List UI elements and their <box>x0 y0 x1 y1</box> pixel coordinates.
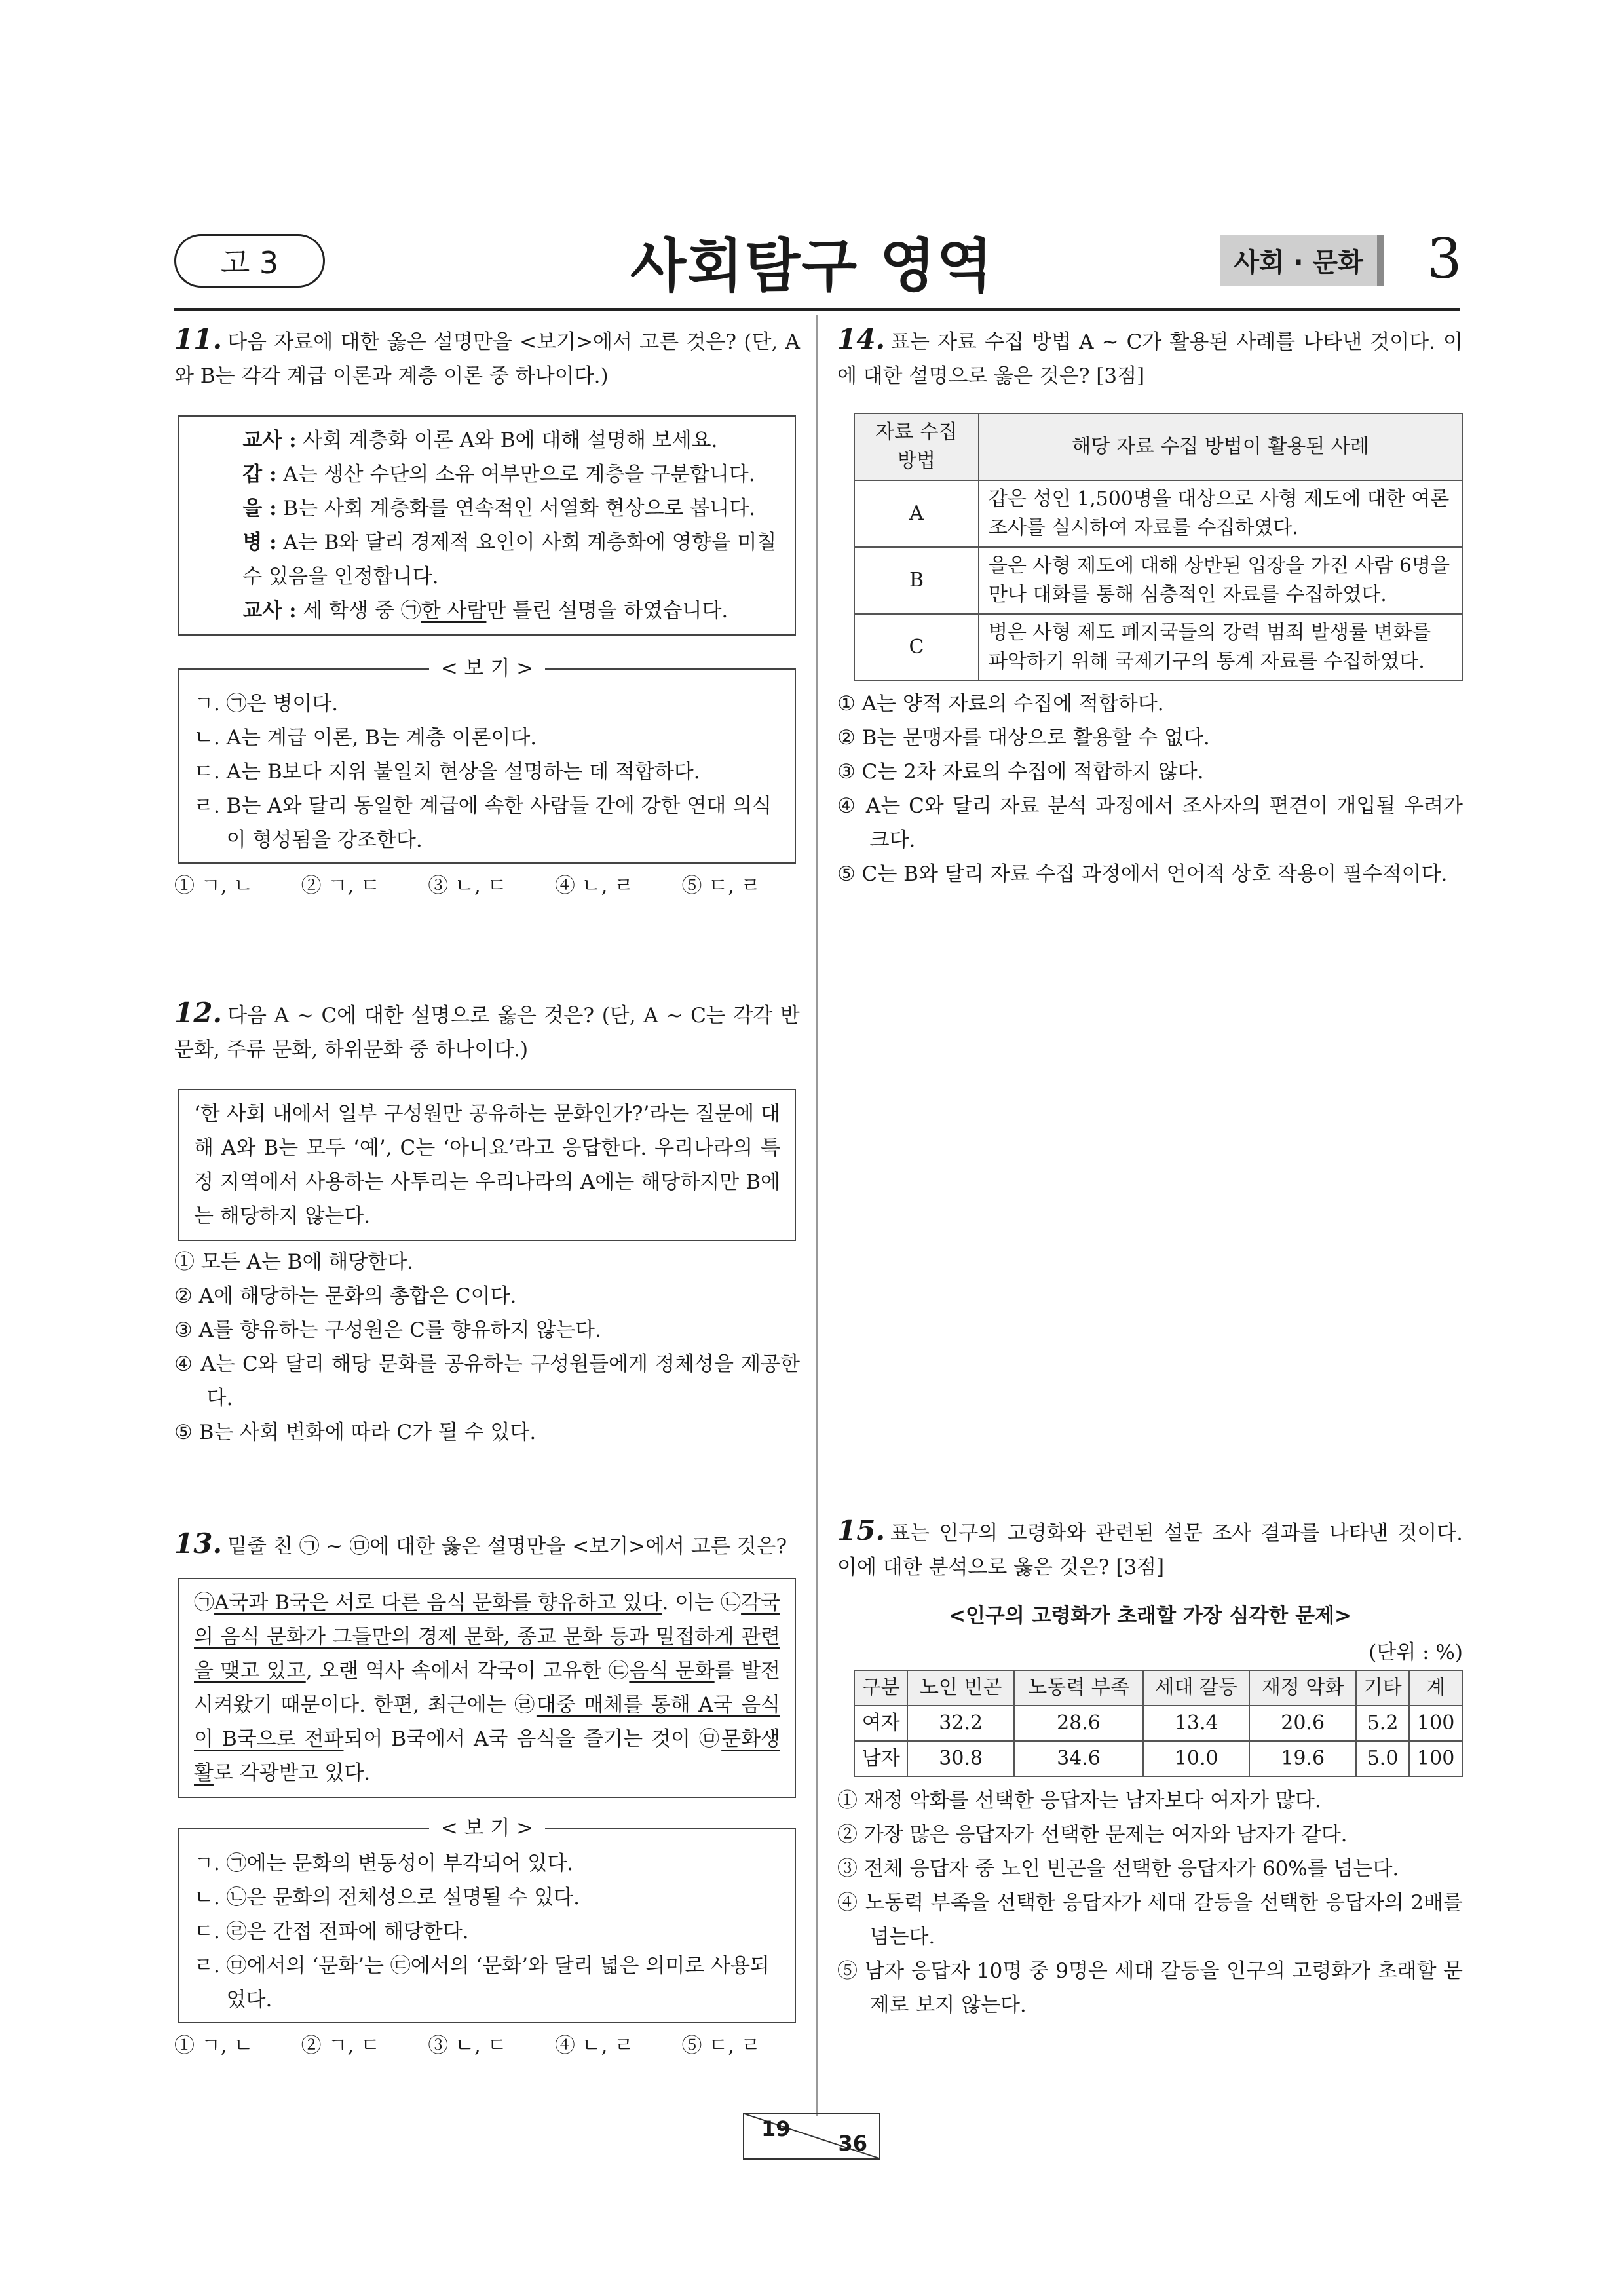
answer-choice[interactable]: ③ ㄴ, ㄷ <box>428 2034 507 2057</box>
table-cell: 5.2 <box>1356 1706 1409 1741</box>
table-cell: 100 <box>1409 1741 1462 1776</box>
question-number: 11. <box>174 323 223 355</box>
underlined-phrase: 음식 문화 <box>629 1659 715 1683</box>
data-table <box>854 413 1463 681</box>
bogi-item: ㄹ. ㉤에서의 ‘문화’는 ㉢에서의 ‘문화’와 달리 넓은 의미로 사용되었다. <box>194 1954 770 2012</box>
table-cell: 5.0 <box>1356 1741 1409 1776</box>
underlined-phrase: 각국의 음식 문화가 그들만의 경제 문화, 종교 문화 등과 밀접하게 관련을 맺고 있고 <box>194 1591 780 1683</box>
bogi-item: ㄴ. A는 계급 이론, B는 계층 이론이다. <box>194 726 537 750</box>
answer-choice[interactable]: ② ㄱ, ㄷ <box>301 874 381 898</box>
bogi-item: ㄱ. ㉠에는 문화의 변동성이 부각되어 있다. <box>194 1852 574 1875</box>
answer-choices <box>174 2029 800 2063</box>
table-cell: 34.6 <box>1014 1741 1143 1776</box>
bogi-item: ㄴ. ㉡은 문화의 전체성으로 설명될 수 있다. <box>194 1886 580 1909</box>
question-stem: 밑줄 친 ㉠ ~ ㉤에 대한 옳은 설명만을 <보기>에서 고른 것은? <box>227 1535 787 1558</box>
page-counter <box>743 2113 880 2160</box>
table-cell: 28.6 <box>1014 1706 1143 1741</box>
table-row <box>854 1706 1462 1741</box>
answer-option[interactable]: ④ A는 C와 달리 자료 분석 과정에서 조사자의 편견이 개입될 우려가 크다. <box>837 794 1463 852</box>
table-cell: 갑은 성인 1,500명을 대상으로 사형 제도에 대한 여론 조사를 실시하여 자료를 수집하였다. <box>979 480 1462 547</box>
dialog-box <box>178 415 796 636</box>
table-header: 노동력 부족 <box>1014 1670 1143 1706</box>
underlined-phrase: 대중 매체를 통해 A국 음식이 B국으로 전파 <box>194 1693 780 1751</box>
dialog-line: 사회 계층화 이론 A와 B에 대해 설명해 보세요. <box>296 429 718 452</box>
answer-option[interactable]: ③ 전체 응답자 중 노인 빈곤을 선택한 응답자가 60%를 넘는다. <box>837 1857 1399 1881</box>
current-page: 19 <box>761 2116 791 2141</box>
table-header: 계 <box>1409 1670 1462 1706</box>
speaker-label: 갑 : <box>242 463 277 486</box>
answer-choice[interactable]: ⑤ ㄷ, ㄹ <box>681 874 761 898</box>
question-stem: 다음 A ~ C에 대한 설명으로 옳은 것은? (단, A ~ C는 각각 반문화, 주류 문화, 하위문화 중 하나이다.) <box>174 1004 800 1062</box>
table-header: 자료 수집 방법 <box>854 413 979 480</box>
question-stem: 표는 자료 수집 방법 A ~ C가 활용된 사례를 나타낸 것이다. 이에 대한 설명으로 옳은 것은? [3점] <box>837 330 1463 388</box>
question-number: 15. <box>837 1514 886 1546</box>
speaker-label: 교사 : <box>242 599 297 622</box>
table-header: 세대 갈등 <box>1143 1670 1249 1706</box>
passage-text: ‘한 사회 내에서 일부 구성원만 공유하는 문화인가?’라는 질문에 대해 A와 B는 모두 ‘예’, C는 ‘아니요’라고 응답한다. 우리나라의 특정 지역에서 사용하는 사투리는 우리나라의 A에는 해당하지만 B에는 해당하지 않는다. <box>194 1102 780 1228</box>
passage-box <box>178 1578 796 1798</box>
table-cell: C <box>854 614 979 681</box>
table-header: 재정 악화 <box>1249 1670 1355 1706</box>
table-cell: 100 <box>1409 1706 1462 1741</box>
speaker-label: 교사 : <box>242 429 297 452</box>
underlined-phrase: A국과 B국은 서로 다른 음식 문화를 향유하고 있다 <box>214 1591 662 1615</box>
answer-option[interactable]: ⑤ 남자 응답자 10명 중 9명은 세대 갈등을 인구의 고령화가 초래할 문제로 보지 않는다. <box>837 1959 1463 2017</box>
table-cell: A <box>854 480 979 547</box>
dialog-line: B는 사회 계층화를 연속적인 서열화 현상으로 봅니다. <box>276 497 756 520</box>
total-pages: 36 <box>838 2131 867 2156</box>
passage-text: ㉠A국과 B국은 서로 다른 음식 문화를 향유하고 있다. 이는 ㉡각국의 음식 문화가 그들만의 경제 문화, 종교 문화 등과 밀접하게 관련을 맺고 있고, 오랜 역사 속에서 각국이 고유한 ㉢음식 문화를 발전시켜왔기 때문이다. 한편, 최근에는 ㉣대중 매체를 통해 A국 음식이 B국으로 전파되어 B국에서 A국 음식을 즐기는 것이 ㉤문화생활로 각광받고 있다. <box>194 1591 780 1785</box>
speaker-label: 을 : <box>242 497 277 520</box>
table-cell: 30.8 <box>907 1741 1013 1776</box>
table-row <box>854 547 1462 614</box>
passage-box <box>178 1089 796 1241</box>
table-cell: 32.2 <box>907 1706 1013 1741</box>
answer-choice[interactable]: ⑤ ㄷ, ㄹ <box>681 2034 761 2057</box>
answer-option[interactable]: ④ 노동력 부족을 선택한 응답자가 세대 갈등을 선택한 응답자의 2배를 넘는다. <box>837 1891 1463 1949</box>
question-13 <box>174 1527 800 2063</box>
answer-option[interactable]: ② B는 문맹자를 대상으로 활용할 수 없다. <box>837 726 1210 750</box>
bogi-label: < 보 기 > <box>429 1816 545 1840</box>
answer-option[interactable]: ⑤ C는 B와 달리 자료 수집 과정에서 언어적 상호 작용이 필수적이다. <box>837 862 1448 886</box>
answer-option[interactable]: ① 재정 악화를 선택한 응답자는 남자보다 여자가 많다. <box>837 1789 1321 1812</box>
bogi-item: ㄹ. B는 A와 달리 동일한 계급에 속한 사람들 간에 강한 연대 의식이 형성됨을 강조한다. <box>194 794 772 852</box>
table-row <box>854 480 1462 547</box>
question-12 <box>174 996 800 1449</box>
dialog-line: 만 틀린 설명을 하였습니다. <box>486 599 728 622</box>
bogi-item: ㄷ. A는 B보다 지위 불일치 현상을 설명하는 데 적합하다. <box>194 760 700 784</box>
table-cell: B <box>854 547 979 614</box>
dialog-line: 세 학생 중 ㉠ <box>296 599 421 622</box>
bogi-item: ㄱ. ㉠은 병이다. <box>194 692 339 716</box>
table-cell: 13.4 <box>1143 1706 1249 1741</box>
question-11 <box>174 322 800 903</box>
answer-option[interactable]: ① A는 양적 자료의 수집에 적합하다. <box>837 692 1164 716</box>
subject-label: 사회 · 문화 <box>1234 247 1363 278</box>
column-divider <box>816 315 818 2116</box>
bogi-box <box>178 657 796 864</box>
table-unit: (단위 : %) <box>1369 1641 1463 1664</box>
table-cell: 10.0 <box>1143 1741 1249 1776</box>
answer-options <box>837 1784 1463 2022</box>
table-header: 노인 빈곤 <box>907 1670 1013 1706</box>
table-header: 해당 자료 수집 방법이 활용된 사례 <box>979 413 1462 480</box>
answer-choice[interactable]: ② ㄱ, ㄷ <box>301 2034 381 2057</box>
answer-choice[interactable]: ④ ㄴ, ㄹ <box>554 874 634 898</box>
question-number: 13. <box>174 1527 223 1559</box>
table-title: <인구의 고령화가 초래할 가장 심각한 문제> <box>949 1604 1351 1628</box>
bogi-box <box>178 1816 796 2023</box>
answer-options <box>174 1245 800 1449</box>
data-table <box>854 1670 1463 1777</box>
answer-choice[interactable]: ① ㄱ, ㄴ <box>174 2034 254 2057</box>
answer-option[interactable]: ② A에 해당하는 문화의 총합은 C이다. <box>174 1284 517 1308</box>
underlined-phrase: 한 사람 <box>421 599 487 622</box>
answer-option[interactable]: ① 모든 A는 B에 해당한다. <box>174 1250 414 1274</box>
answer-choices <box>174 869 800 903</box>
header-rule <box>174 308 1460 311</box>
page-title: 사회탐구 영역 <box>630 232 994 299</box>
speaker-label: 병 : <box>242 531 277 554</box>
table-cell: 병은 사형 제도 폐지국들의 강력 범죄 발생률 변화를 파악하기 위해 국제기구의 통계 자료를 수집하였다. <box>979 614 1462 681</box>
dialog-line: A는 B와 달리 경제적 요인이 사회 계층화에 영향을 미칠 수 있음을 인정합니다. <box>242 531 777 588</box>
dialog-line: A는 생산 수단의 소유 여부만으로 계층을 구분합니다. <box>276 463 755 486</box>
answer-option[interactable]: ⑤ B는 사회 변화에 따라 C가 될 수 있다. <box>174 1421 537 1444</box>
question-15 <box>837 1514 1463 2022</box>
subject-badge <box>1220 235 1384 286</box>
grade-label: 고 3 <box>220 245 279 280</box>
table-row <box>854 1741 1462 1776</box>
table-cell: 20.6 <box>1249 1706 1355 1741</box>
page-number: 3 <box>1427 227 1462 291</box>
answer-option[interactable]: ④ A는 C와 달리 해당 문화를 공유하는 구성원들에게 정체성을 제공한다. <box>174 1352 800 1410</box>
underlined-phrase: 문화생활 <box>194 1727 780 1785</box>
table-cell: 을은 사형 제도에 대해 상반된 입장을 가진 사람 6명을 만나 대화를 통해 심층적인 자료를 수집하였다. <box>979 547 1462 614</box>
question-stem: 다음 자료에 대한 옳은 설명만을 <보기>에서 고른 것은? (단, A와 B는 각각 계급 이론과 계층 이론 중 하나이다.) <box>174 330 800 388</box>
table-cell: 남자 <box>854 1741 907 1776</box>
answer-choice[interactable]: ④ ㄴ, ㄹ <box>554 2034 634 2057</box>
table-cell: 19.6 <box>1249 1741 1355 1776</box>
bogi-label: < 보 기 > <box>429 657 545 680</box>
table-row <box>854 614 1462 681</box>
answer-options <box>837 687 1463 891</box>
answer-choice[interactable]: ③ ㄴ, ㄷ <box>428 874 507 898</box>
answer-option[interactable]: ③ C는 2차 자료의 수집에 적합하지 않다. <box>837 760 1204 784</box>
table-header: 구분 <box>854 1670 907 1706</box>
question-number: 14. <box>837 323 886 355</box>
answer-choice[interactable]: ① ㄱ, ㄴ <box>174 874 254 898</box>
table-header: 기타 <box>1356 1670 1409 1706</box>
question-number: 12. <box>174 997 223 1029</box>
table-cell: 여자 <box>854 1706 907 1741</box>
answer-option[interactable]: ③ A를 향유하는 구성원은 C를 향유하지 않는다. <box>174 1318 601 1342</box>
question-stem: 표는 인구의 고령화와 관련된 설문 조사 결과를 나타낸 것이다. 이에 대한 분석으로 옳은 것은? [3점] <box>837 1521 1463 1579</box>
bogi-item: ㄷ. ㉣은 간접 전파에 해당한다. <box>194 1920 469 1943</box>
question-14 <box>837 322 1463 891</box>
answer-option[interactable]: ② 가장 많은 응답자가 선택한 문제는 여자와 남자가 같다. <box>837 1823 1348 1846</box>
